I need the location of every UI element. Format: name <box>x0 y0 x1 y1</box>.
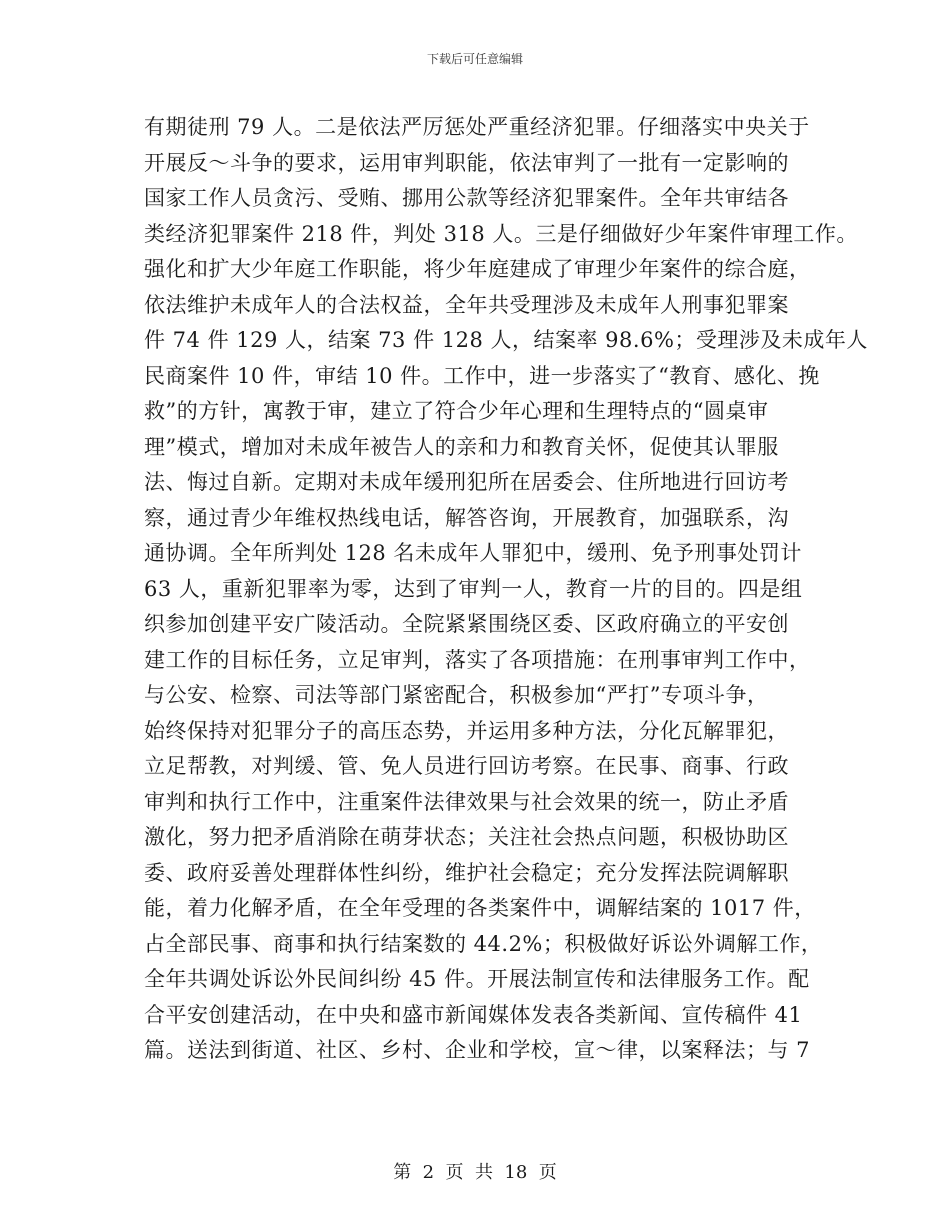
body-line: 强化和扩大少年庭工作职能，将少年庭建成了审理少年案件的综合庭， <box>144 257 811 281</box>
body-line: 能，着力化解矛盾，在全年受理的各类案件中，调解结案的 1017 件， <box>144 896 816 920</box>
page-number-footer: 第 2 页 共 18 页 <box>393 1162 557 1183</box>
body-line: 法、悔过自新。定期对未成年缓刑犯所在居委会、住所地进行回访考 <box>144 470 789 494</box>
body-line: 激化，努力把矛盾消除在萌芽状态；关注社会热点问题，积极协助区 <box>144 825 789 849</box>
body-line: 救”的方针，寓教于审，建立了符合少年心理和生理特点的“圆桌审 <box>144 399 769 423</box>
body-line: 与公安、检察、司法等部门紧密配合，积极参加“严打”专项斗争， <box>144 683 769 707</box>
page-header-note: 下载后可任意编辑 <box>426 52 523 66</box>
body-line: 占全部民事、商事和执行结案数的 44.2%；积极做好诉讼外调解工作， <box>144 931 823 956</box>
body-line: 件 74 件 129 人，结案 73 件 128 人，结案率 98.6%；受理涉及未成年人 <box>144 328 868 352</box>
body-line: 审判和执行工作中，注重案件法律效果与社会效果的统一，防止矛盾 <box>144 789 789 814</box>
body-line: 察，通过青少年维权热线电话，解答咨询，开展教育，加强联系，沟 <box>144 505 789 530</box>
body-line: 合平安创建活动，在中央和盛市新闻媒体发表各类新闻、宣传稿件 41 <box>144 1002 803 1027</box>
body-line: 全年共调处诉讼外民间纠纷 45 件。开展法制宣传和法律服务工作。配 <box>144 967 810 991</box>
body-line: 开展反～斗争的要求，运用审判职能，依法审判了一批有一定影响的 <box>144 150 789 175</box>
body-line: 63 人，重新犯罪率为零，达到了审判一人，教育一片的目的。四是组 <box>144 576 803 601</box>
body-line: 类经济犯罪案件 218 件，判处 318 人。三是仔细做好少年案件审理工作。 <box>144 221 858 246</box>
body-line: 有期徒刑 79 人。二是依法严厉惩处严重经济犯罪。仔细落实中央关于 <box>144 115 810 139</box>
body-line: 国家工作人员贪污、受贿、挪用公款等经济犯罪案件。全年共审结各 <box>144 186 789 210</box>
body-line: 始终保持对犯罪分子的高压态势，并运用多种方法，分化瓦解罪犯， <box>144 718 789 743</box>
body-line: 织参加创建平安广陵活动。全院紧紧围绕区委、区政府确立的平安创 <box>144 612 789 636</box>
body-line: 建工作的目标任务，立足审判，落实了各项措施：在刑事审判工作中， <box>144 647 811 672</box>
body-line: 通协调。全年所判处 128 名未成年人罪犯中，缓刑、免予刑事处罚计 <box>144 541 802 565</box>
body-line: 依法维护未成年人的合法权益，全年共受理涉及未成年人刑事犯罪案 <box>144 292 789 317</box>
document-body <box>144 110 868 1069</box>
body-line: 民商案件 10 件，审结 10 件。工作中，进一步落实了“教育、感化、挽 <box>144 363 820 388</box>
body-line: 篇。送法到街道、社区、乡村、企业和学校，宣～律，以案释法；与 7 <box>144 1038 811 1062</box>
body-line: 立足帮教，对判缓、管、免人员进行回访考察。在民事、商事、行政 <box>144 754 789 778</box>
body-line: 委、政府妥善处理群体性纠纷，维护社会稳定；充分发挥法院调解职 <box>144 860 789 885</box>
body-line: 理”模式，增加对未成年被告人的亲和力和教育关怀，促使其认罪服 <box>144 434 779 459</box>
